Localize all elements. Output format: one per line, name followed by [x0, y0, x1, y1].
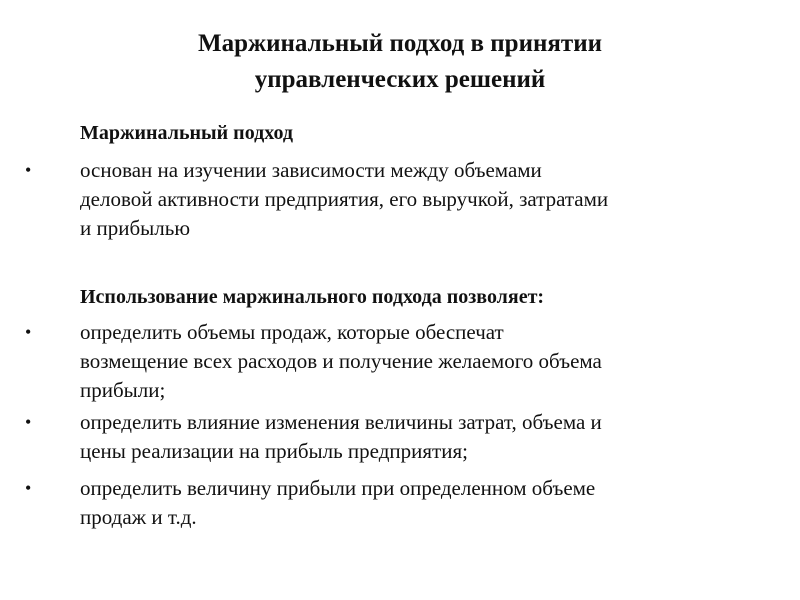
bullet-icon: •: [25, 478, 32, 498]
section-heading-marginal-approach: Маржинальный подход: [80, 122, 294, 144]
title-line-1: Маржинальный подход в принятии: [197, 30, 603, 57]
bullet-text-line: определить величину прибыли при определенном объеме: [80, 476, 596, 500]
bullet-text-line: и прибылью: [80, 216, 191, 240]
bullet-item: [25, 408, 770, 466]
bullet-icon: •: [25, 412, 32, 432]
bullet-icon: •: [25, 160, 32, 180]
bullet-text-line: цены реализации на прибыль предприятия;: [80, 439, 468, 463]
bullet-text-line: определить объемы продаж, которые обеспечат: [80, 320, 504, 344]
bullet-text-line: определить влияние изменения величины затрат, объема и: [80, 410, 602, 434]
bullet-text-line: продаж и т.д.: [80, 505, 197, 529]
bullet-icon: •: [25, 322, 32, 342]
section-heading-usage: Использование маржинального подхода позволяет:: [80, 286, 545, 308]
bullet-item: [25, 156, 770, 243]
bullet-item: [25, 318, 770, 405]
bullet-text-line: деловой активности предприятия, его выручкой, затратами: [80, 187, 609, 211]
bullet-item: [25, 474, 770, 532]
title-line-2: управленческих решений: [254, 66, 546, 93]
bullet-text-line: основан на изучении зависимости между объемами: [80, 158, 542, 182]
bullet-text-line: возмещение всех расходов и получение желаемого объема: [80, 349, 602, 373]
slide-title: [0, 26, 800, 98]
bullet-text-line: прибыли;: [80, 378, 166, 402]
